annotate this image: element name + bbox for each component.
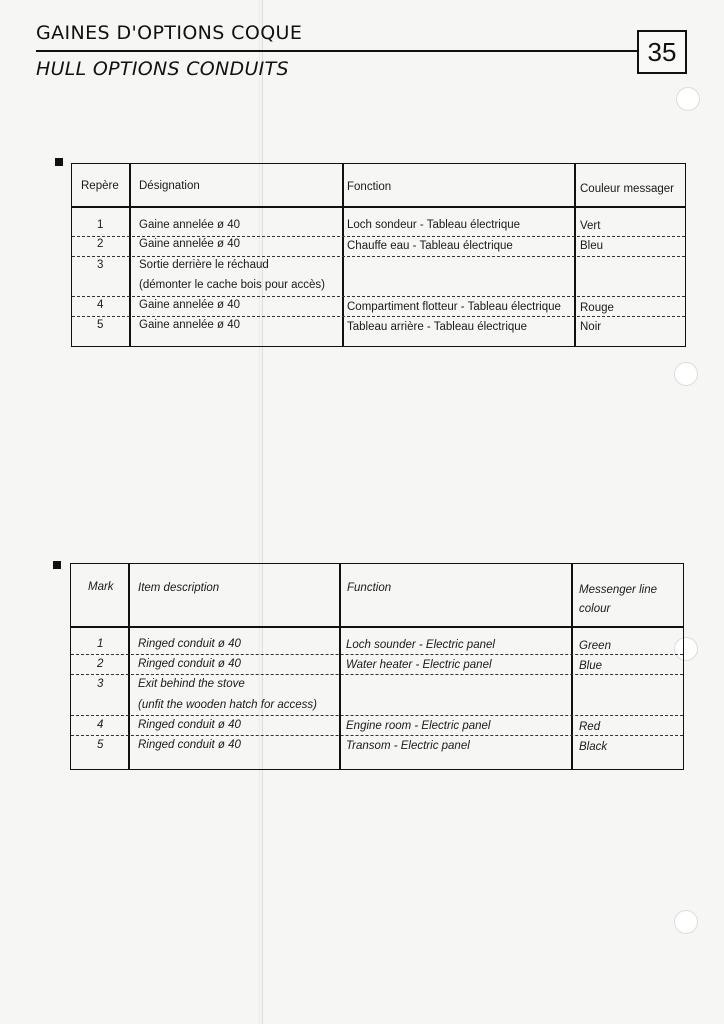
row-colour: Rouge [580, 302, 614, 314]
row-colour: Vert [580, 220, 601, 232]
title-rule [36, 50, 640, 52]
page-number-box [637, 30, 687, 74]
header-mark: Repère [81, 180, 119, 192]
row-description: Gaine annelée ø 40 [139, 319, 241, 331]
row-description: Gaine annelée ø 40 [139, 299, 241, 311]
binder-hole [676, 87, 700, 111]
row-mark: 3 [97, 259, 104, 271]
row-mark: 5 [97, 319, 104, 331]
row-mark: 2 [97, 238, 104, 250]
row-description: Exit behind the stove [138, 678, 245, 690]
header-mark: Mark [88, 581, 114, 593]
row-description: Ringed conduit ø 40 [138, 638, 241, 650]
header-function: Fonction [347, 181, 392, 193]
binder-hole [674, 362, 698, 386]
header-messenger-colour: Couleur messager [580, 183, 674, 195]
row-description: Ringed conduit ø 40 [138, 719, 241, 731]
row-function: Loch sounder - Electric panel [346, 639, 495, 651]
row-function: Compartiment flotteur - Tableau électrique [347, 301, 561, 313]
page-title-fr: GAINES D'OPTIONS COQUE [36, 22, 303, 44]
conduits-table-en [70, 563, 684, 770]
row-function: Loch sondeur - Tableau électrique [347, 219, 521, 231]
row-function: Water heater - Electric panel [346, 659, 492, 671]
row-mark: 3 [97, 678, 104, 690]
section-bullet [55, 158, 63, 166]
binder-hole [674, 910, 698, 934]
conduits-table-fr [71, 163, 686, 347]
row-description-note: (démonter le cache bois pour accès) [139, 279, 326, 291]
header-messenger-colour: colour [579, 603, 611, 615]
row-colour: Bleu [580, 240, 604, 252]
row-description: Ringed conduit ø 40 [138, 739, 241, 751]
row-colour: Green [579, 640, 611, 652]
page-fold-line [259, 0, 263, 1024]
page-number: 35 [647, 36, 677, 67]
row-mark: 5 [97, 739, 104, 751]
row-mark: 1 [97, 638, 104, 650]
row-description-note: (unfit the wooden hatch for access) [138, 699, 317, 711]
row-function: Tableau arrière - Tableau électrique [347, 321, 528, 333]
row-colour: Red [579, 721, 601, 733]
header-designation: Désignation [139, 180, 200, 192]
section-bullet [53, 561, 61, 569]
page-title-en: HULL OPTIONS CONDUITS [36, 58, 289, 80]
row-description: Gaine annelée ø 40 [139, 238, 241, 250]
row-function: Engine room - Electric panel [346, 720, 491, 732]
row-description: Ringed conduit ø 40 [138, 658, 241, 670]
header-item-description: Item description [138, 582, 220, 594]
row-mark: 2 [97, 658, 104, 670]
row-function: Chauffe eau - Tableau électrique [347, 240, 513, 252]
header-function: Function [347, 582, 392, 594]
row-colour: Black [579, 741, 608, 753]
row-description: Gaine annelée ø 40 [139, 219, 241, 231]
row-description: Sortie derrière le réchaud [139, 259, 269, 271]
row-colour: Noir [580, 321, 602, 333]
row-mark: 4 [97, 719, 104, 731]
row-mark: 1 [97, 219, 104, 231]
row-function: Transom - Electric panel [346, 740, 470, 752]
row-colour: Blue [579, 660, 603, 672]
row-mark: 4 [97, 299, 104, 311]
header-messenger-line: Messenger line [579, 584, 657, 596]
